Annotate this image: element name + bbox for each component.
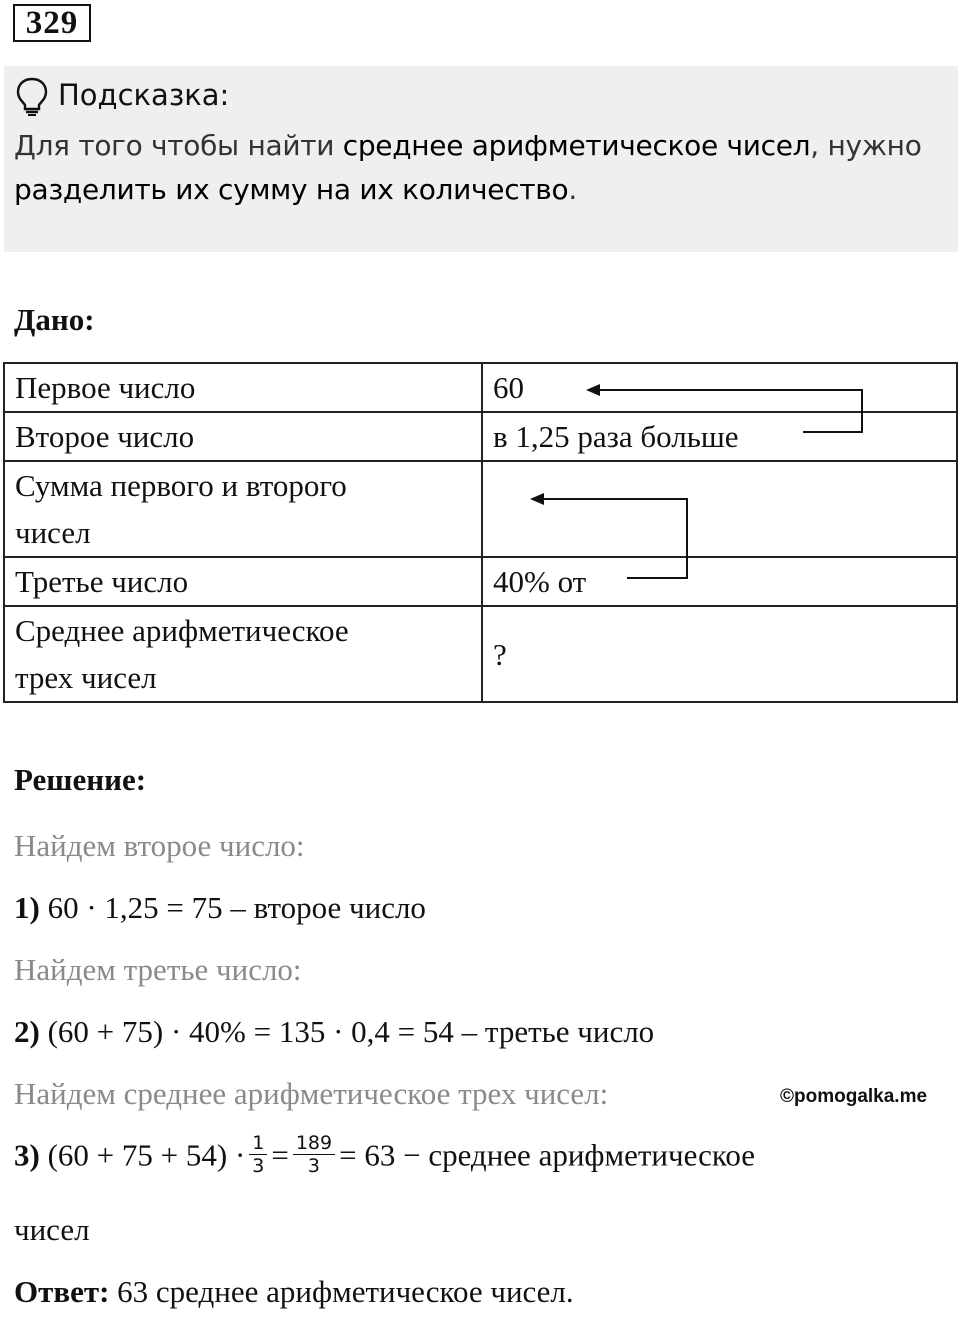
fraction-one-third: $\frac{1}{3}$ — [249, 1132, 267, 1177]
table-row — [4, 557, 957, 606]
table-row — [4, 363, 957, 412]
table-row — [4, 461, 957, 557]
table-cell-value — [482, 461, 957, 557]
fraction-189-third: $\frac{189}{3}$ — [293, 1132, 335, 1177]
table-cell-value: ? — [482, 606, 957, 702]
step3-line: 3) (60 + 75 + 54) · $\frac{1}{3}$ = $\frac{189}{3}$ = 63 − среднее арифметическое — [14, 1132, 756, 1177]
table-cell-value: в 1,25 раза больше — [482, 412, 957, 461]
step3-note: Найдем среднее арифметическое трех чисел: — [14, 1076, 609, 1111]
answer-line: Ответ: 63 среднее арифметическое чисел. — [14, 1274, 574, 1309]
table-cell-value: 60 — [482, 363, 957, 412]
table-cell-label: Первое число — [4, 363, 482, 412]
task-number: 329 — [13, 4, 91, 42]
step2-line: 2) (60 + 75) · 40% = 135 · 0,4 = 54 – третье число — [14, 1014, 655, 1049]
table-cell-label: Среднее арифметическое трех чисел — [4, 606, 482, 702]
step1-note: Найдем второе число: — [14, 828, 305, 863]
given-title: Дано: — [14, 302, 95, 337]
table-row — [4, 606, 957, 702]
lightbulb-icon — [15, 76, 49, 116]
hint-text: Для того чтобы найти среднее арифметическое чисел, нужно разделить их сумму на их количество. — [14, 129, 922, 206]
table-row — [4, 412, 957, 461]
table-cell-value: 40% от — [482, 557, 957, 606]
solution-title: Решение: — [14, 762, 147, 797]
step1-line: 1) 60 · 1,25 = 75 – второе число — [14, 890, 426, 925]
table-cell-label: Второе число — [4, 412, 482, 461]
step2-note: Найдем третье число: — [14, 952, 302, 987]
given-table — [3, 362, 958, 703]
hint-title: Подсказка: — [58, 78, 230, 112]
step3-continuation: чисел — [14, 1212, 90, 1247]
table-cell-label: Сумма первого и второго чисел — [4, 461, 482, 557]
watermark: ©pomogalka.me — [780, 1086, 928, 1107]
table-cell-label: Третье число — [4, 557, 482, 606]
